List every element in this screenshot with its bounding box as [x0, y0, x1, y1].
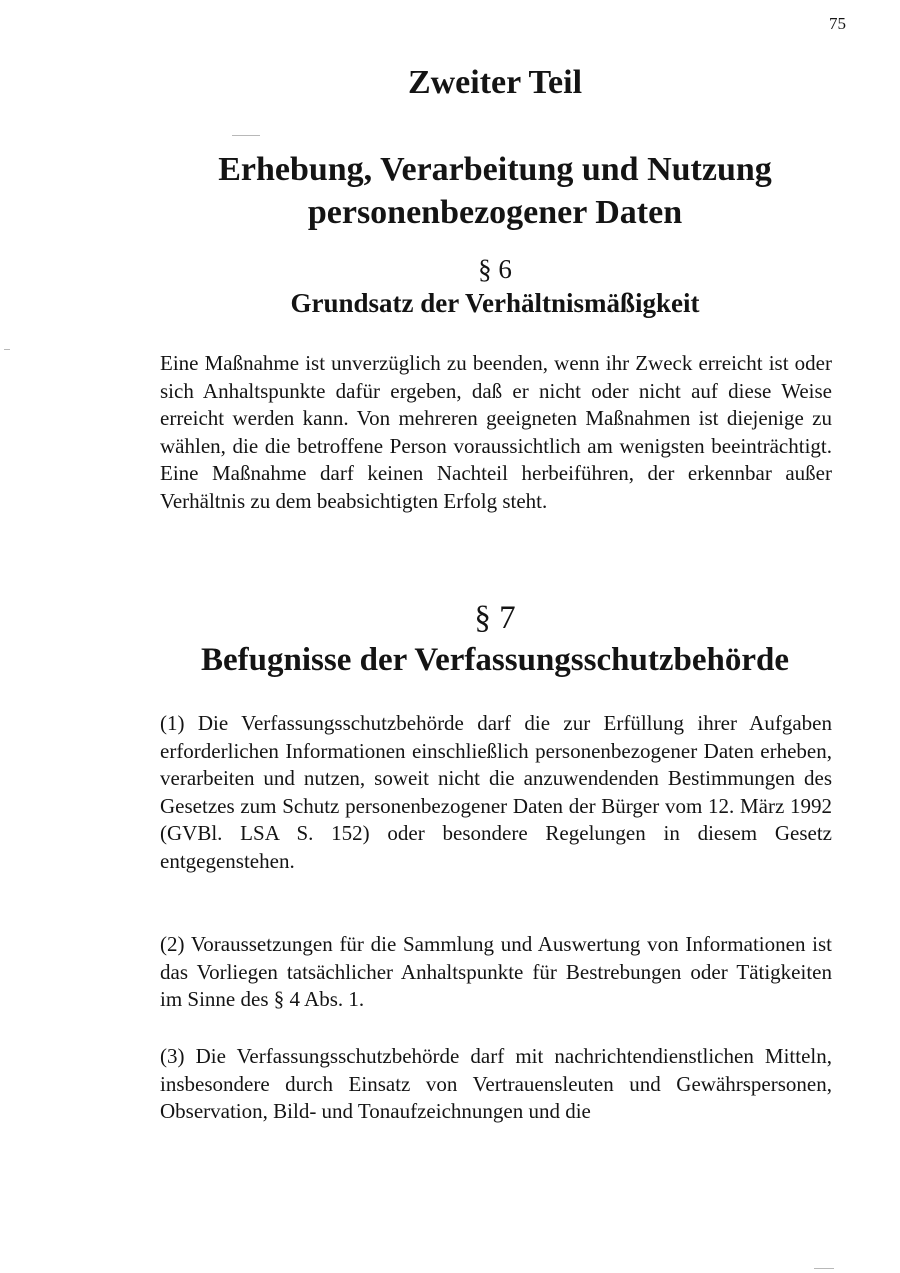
- part-title: Zweiter Teil: [407, 64, 583, 101]
- scan-speck: [4, 349, 10, 350]
- section-7-title: Befugnisse der Verfassungsschutzbehörde: [201, 642, 789, 678]
- section-6-paragraph: Eine Maßnahme ist unverzüglich zu beenden, wenn ihr Zweck erreicht ist oder sich Anhaltspunkte dafür ergeben, daß er nicht oder nicht auf diese Weise erreicht werden kann. Von mehreren geeigneten Maßnahmen ist diejenige zu wählen, die die betroffene Person voraussichtlich am wenigsten beeinträchtigt. Eine Maßnahme darf keinen Nachteil herbeiführen, der erkennbar außer Verhältnis zu dem beabsichtigten Erfolg steht.: [160, 351, 832, 513]
- section-7-paragraph-3: (3) Die Verfassungsschutzbehörde darf mit nachrichtendienstlichen Mitteln, insbesondere durch Einsatz von Vertrauensleuten und Gewährspersonen, Observation, Bild- und Tonaufzeichnungen und die: [160, 1044, 832, 1123]
- section-6-title: Grundsatz der Verhältnismäßigkeit: [290, 288, 700, 318]
- chapter-title-line-2: personenbezogener Daten: [307, 194, 683, 231]
- scan-speck: [232, 135, 260, 136]
- scan-speck: [814, 1268, 834, 1269]
- section-7-paragraph-2: (2) Voraussetzungen für die Sammlung und Auswertung von Informationen ist das Vorliegen tatsächlicher Anhaltspunkte für Bestrebungen oder Tätigkeiten im Sinne des § 4 Abs. 1.: [160, 932, 832, 1011]
- chapter-title: [0, 148, 900, 234]
- chapter-title-line-1: Erhebung, Verarbeitung und Nutzung: [218, 151, 772, 188]
- section-6-number: § 6: [478, 254, 512, 284]
- page-number: 75: [829, 14, 846, 33]
- section-7-paragraph-1: (1) Die Verfassungsschutzbehörde darf die zur Erfüllung ihrer Aufgaben erforderlichen Informationen einschließlich personenbezogener Daten erheben, verarbeiten und nutzen, soweit nicht die anzuwendenden Bestimmungen des Gesetzes zum Schutz personenbezogener Daten der Bürger vom 12. März 1992 (GVBl. LSA S. 152) oder besondere Regelungen in diesem Gesetz entgegenstehen.: [160, 711, 832, 873]
- section-7-number: § 7: [474, 600, 516, 636]
